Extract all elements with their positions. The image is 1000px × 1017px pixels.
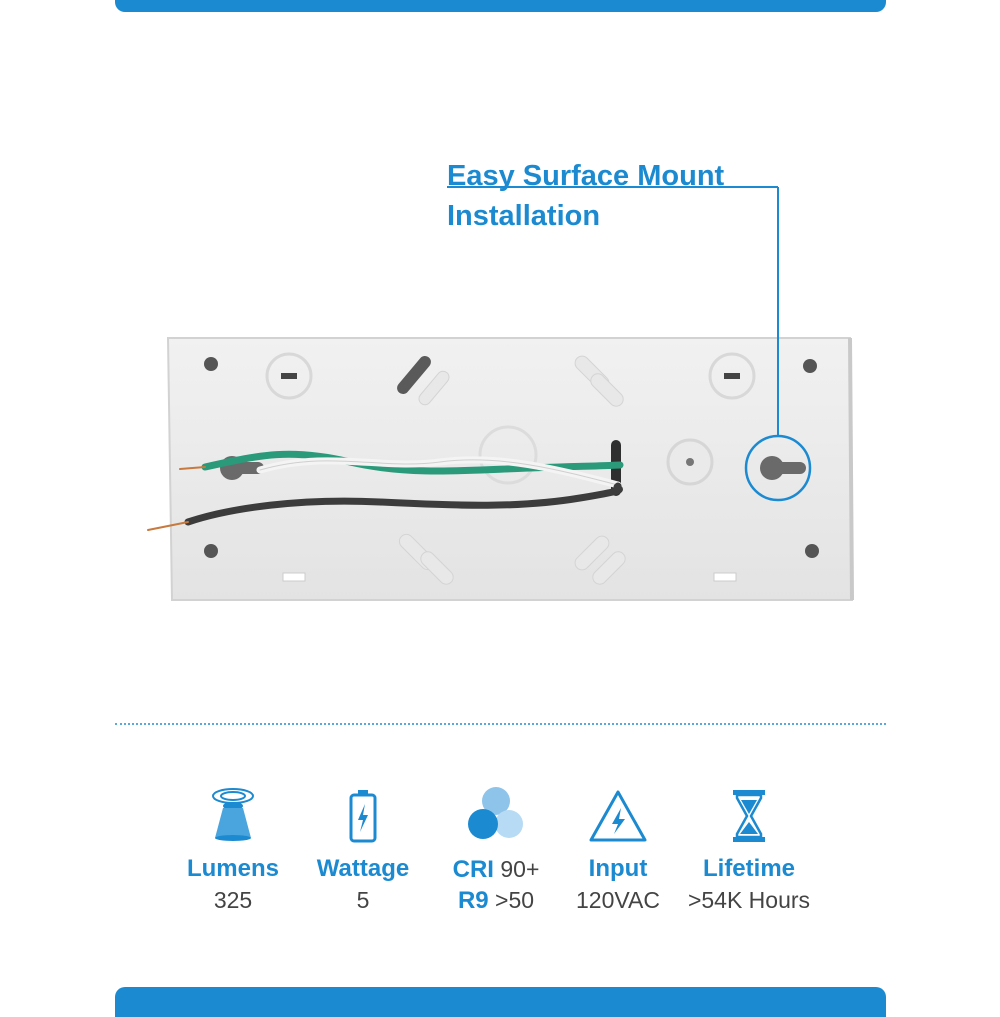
bottom-accent-bar	[115, 987, 886, 1017]
spec-label: Wattage	[316, 855, 410, 882]
battery-icon	[348, 788, 378, 844]
hourglass-icon	[729, 788, 769, 844]
high-voltage-icon	[587, 788, 649, 844]
callout-text	[447, 156, 724, 236]
spec-lumens	[158, 780, 308, 916]
spec-wattage	[288, 780, 438, 916]
spec-input	[543, 780, 693, 916]
dotted-divider	[115, 723, 886, 725]
spec-label: Input	[588, 855, 648, 882]
spec-value: 120VAC	[576, 887, 660, 913]
callout-line-2: Installation	[447, 200, 601, 232]
spec-value: 90+	[500, 856, 540, 882]
spec-value: 5	[356, 887, 370, 913]
spec-label-2: R9	[457, 887, 489, 914]
callout-line-1: Easy Surface Mount	[447, 160, 725, 192]
spec-label: Lifetime	[702, 855, 795, 882]
spec-value: 325	[213, 887, 253, 913]
spec-label: CRI	[452, 856, 494, 883]
spec-label: Lumens	[186, 855, 279, 882]
lamp-icon	[205, 784, 261, 844]
spec-value-2: >50	[495, 887, 535, 913]
spec-value: >54K Hours	[687, 887, 811, 913]
color-circles-icon	[465, 784, 527, 844]
spec-lifetime	[674, 780, 824, 916]
